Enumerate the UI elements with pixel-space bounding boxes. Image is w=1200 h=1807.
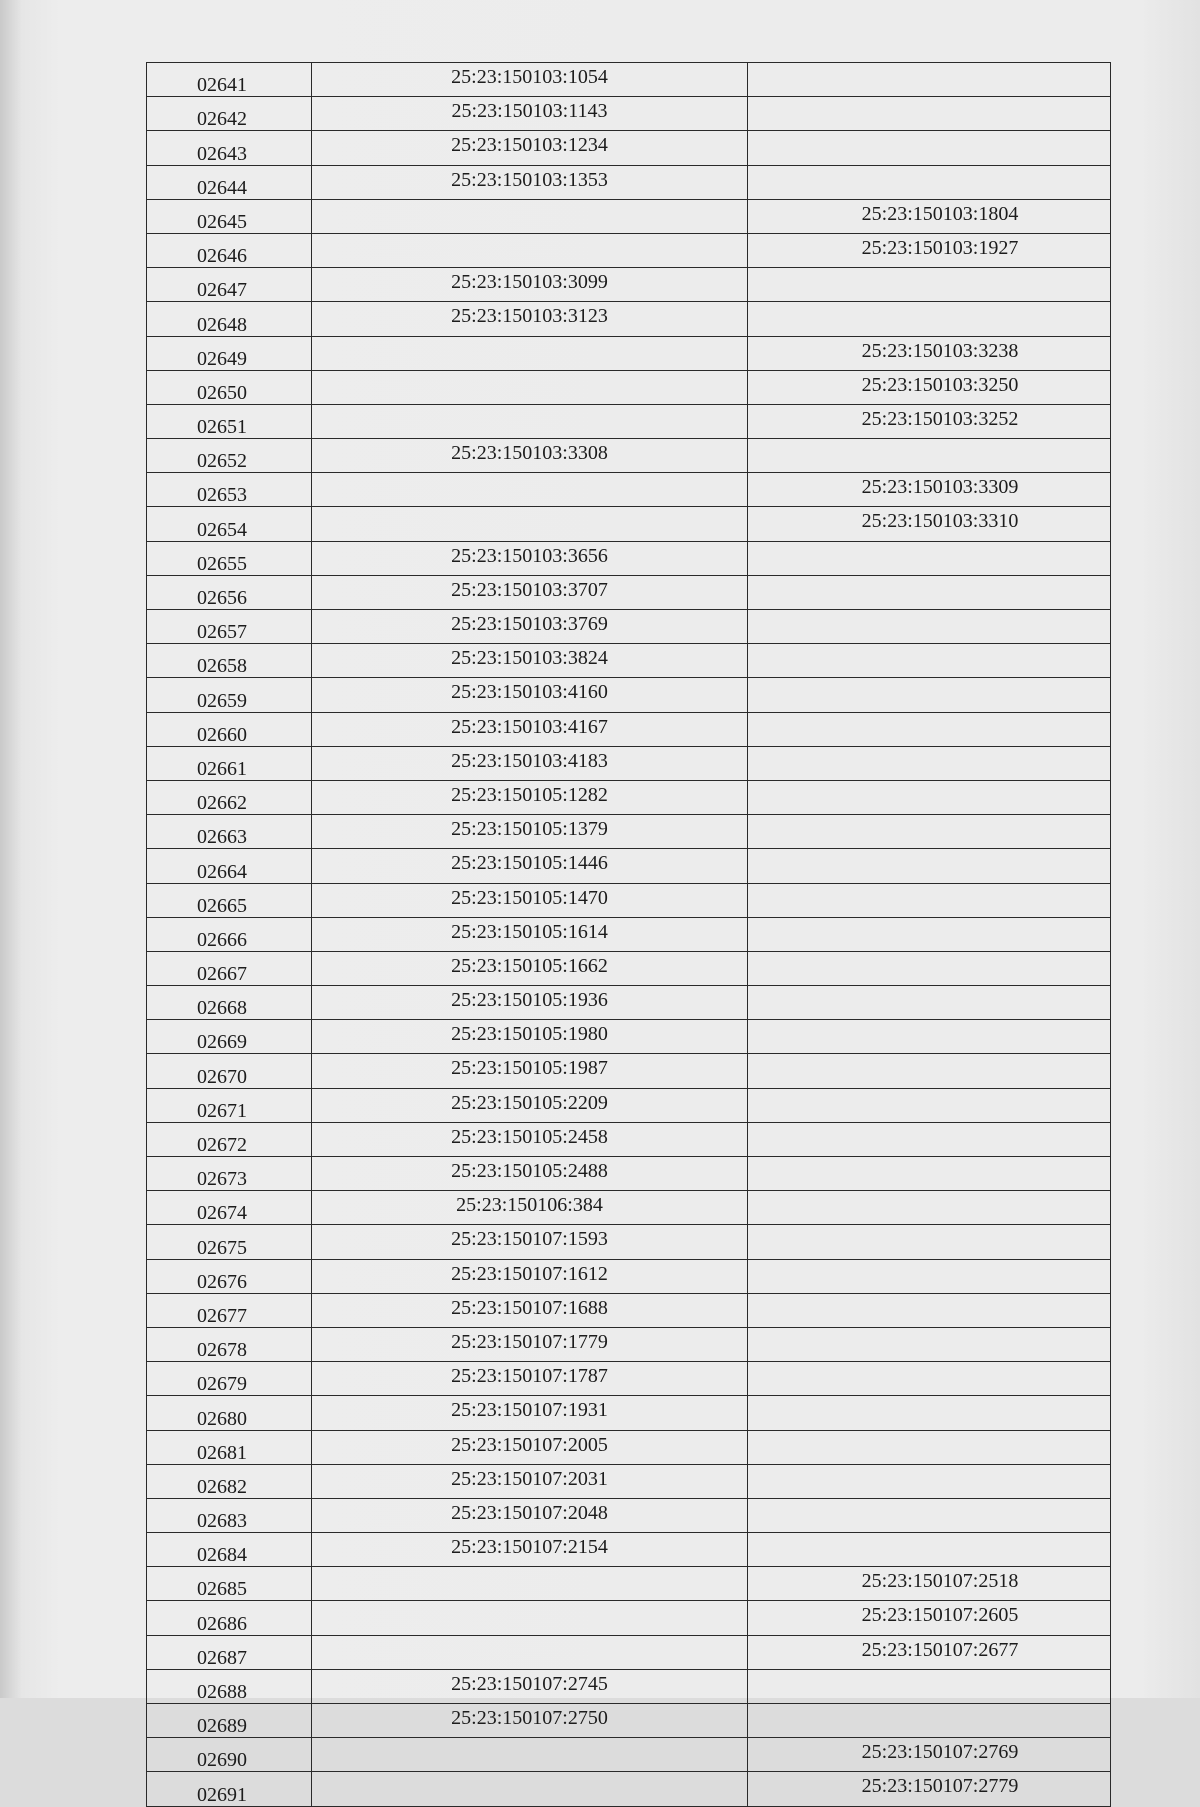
table-row <box>147 610 1111 644</box>
cadastral-number-alt-cell <box>748 951 1111 985</box>
table-row <box>147 746 1111 780</box>
cadastral-number-alt-cell <box>748 1704 1111 1738</box>
cadastral-number-alt-cell <box>748 1533 1111 1567</box>
cadastral-number-cell: 25:23:150103:4183 <box>312 746 748 780</box>
row-number-cell: 02669 <box>147 1020 312 1054</box>
row-number-cell: 02670 <box>147 1054 312 1088</box>
cadastral-number-alt-cell <box>748 439 1111 473</box>
cadastral-number-cell <box>312 1738 748 1772</box>
cadastral-number-alt-cell: 25:23:150103:3310 <box>748 507 1111 541</box>
table-row <box>147 1464 1111 1498</box>
table-row <box>147 917 1111 951</box>
row-number-cell: 02673 <box>147 1157 312 1191</box>
row-number-cell: 02680 <box>147 1396 312 1430</box>
row-number-cell: 02687 <box>147 1635 312 1669</box>
table-body <box>147 63 1111 1807</box>
table-row <box>147 1430 1111 1464</box>
cadastral-number-cell: 25:23:150107:1779 <box>312 1327 748 1361</box>
table-row <box>147 1396 1111 1430</box>
cadastral-number-cell: 25:23:150103:3308 <box>312 439 748 473</box>
cadastral-number-alt-cell <box>748 610 1111 644</box>
row-number-cell: 02650 <box>147 370 312 404</box>
cadastral-number-alt-cell: 25:23:150103:3238 <box>748 336 1111 370</box>
cadastral-number-alt-cell <box>748 678 1111 712</box>
cadastral-number-cell <box>312 199 748 233</box>
cadastral-number-cell: 25:23:150103:1054 <box>312 63 748 97</box>
row-number-cell: 02678 <box>147 1327 312 1361</box>
cadastral-number-alt-cell <box>748 1362 1111 1396</box>
table-row <box>147 883 1111 917</box>
cadastral-number-alt-cell: 25:23:150107:2677 <box>748 1635 1111 1669</box>
cadastral-number-alt-cell <box>748 815 1111 849</box>
row-number-cell: 02646 <box>147 233 312 267</box>
table-row <box>147 370 1111 404</box>
table-row <box>147 1327 1111 1361</box>
table-row <box>147 644 1111 678</box>
cadastral-number-cell: 25:23:150103:3123 <box>312 302 748 336</box>
row-number-cell: 02668 <box>147 986 312 1020</box>
cadastral-number-cell: 25:23:150107:2048 <box>312 1498 748 1532</box>
cadastral-number-cell: 25:23:150107:2005 <box>312 1430 748 1464</box>
cadastral-number-alt-cell <box>748 1464 1111 1498</box>
cadastral-number-cell: 25:23:150103:4160 <box>312 678 748 712</box>
cadastral-number-cell: 25:23:150103:1234 <box>312 131 748 165</box>
cadastral-number-cell: 25:23:150105:1936 <box>312 986 748 1020</box>
row-number-cell: 02658 <box>147 644 312 678</box>
table-row <box>147 165 1111 199</box>
row-number-cell: 02656 <box>147 575 312 609</box>
cadastral-number-cell <box>312 370 748 404</box>
table-row <box>147 780 1111 814</box>
cadastral-number-alt-cell <box>748 165 1111 199</box>
table-row <box>147 473 1111 507</box>
row-number-cell: 02648 <box>147 302 312 336</box>
table-row <box>147 849 1111 883</box>
cadastral-number-alt-cell <box>748 1396 1111 1430</box>
table-row <box>147 1669 1111 1703</box>
table-row <box>147 1635 1111 1669</box>
cadastral-number-alt-cell <box>748 917 1111 951</box>
table-row <box>147 1738 1111 1772</box>
cadastral-number-alt-cell <box>748 712 1111 746</box>
cadastral-number-alt-cell <box>748 97 1111 131</box>
cadastral-number-cell: 25:23:150107:1931 <box>312 1396 748 1430</box>
table-row <box>147 1122 1111 1156</box>
cadastral-number-cell: 25:23:150105:2458 <box>312 1122 748 1156</box>
row-number-cell: 02663 <box>147 815 312 849</box>
cadastral-number-alt-cell <box>748 746 1111 780</box>
cadastral-number-alt-cell: 25:23:150107:2769 <box>748 1738 1111 1772</box>
cadastral-number-cell: 25:23:150106:384 <box>312 1191 748 1225</box>
cadastral-number-cell: 25:23:150103:4167 <box>312 712 748 746</box>
cadastral-number-alt-cell <box>748 1259 1111 1293</box>
cadastral-number-cell: 25:23:150103:1143 <box>312 97 748 131</box>
row-number-cell: 02682 <box>147 1464 312 1498</box>
cadastral-number-alt-cell <box>748 1122 1111 1156</box>
row-number-cell: 02676 <box>147 1259 312 1293</box>
cadastral-number-cell: 25:23:150105:1446 <box>312 849 748 883</box>
cadastral-number-cell: 25:23:150107:2750 <box>312 1704 748 1738</box>
table-row <box>147 1567 1111 1601</box>
table-row <box>147 507 1111 541</box>
cadastral-number-alt-cell <box>748 63 1111 97</box>
cadastral-number-cell: 25:23:150105:1987 <box>312 1054 748 1088</box>
cadastral-number-cell: 25:23:150105:1379 <box>312 815 748 849</box>
table-row <box>147 404 1111 438</box>
table-row <box>147 1498 1111 1532</box>
table-row <box>147 575 1111 609</box>
row-number-cell: 02683 <box>147 1498 312 1532</box>
row-number-cell: 02641 <box>147 63 312 97</box>
table-row <box>147 1088 1111 1122</box>
row-number-cell: 02661 <box>147 746 312 780</box>
cadastral-number-cell <box>312 1601 748 1635</box>
cadastral-number-cell <box>312 1567 748 1601</box>
cadastral-number-alt-cell <box>748 1225 1111 1259</box>
row-number-cell: 02677 <box>147 1293 312 1327</box>
table-row <box>147 1293 1111 1327</box>
table-row <box>147 1259 1111 1293</box>
cadastral-number-cell: 25:23:150107:1593 <box>312 1225 748 1259</box>
cadastral-number-alt-cell <box>748 1669 1111 1703</box>
row-number-cell: 02652 <box>147 439 312 473</box>
cadastral-number-cell: 25:23:150107:2031 <box>312 1464 748 1498</box>
row-number-cell: 02665 <box>147 883 312 917</box>
table-row <box>147 1772 1111 1806</box>
row-number-cell: 02688 <box>147 1669 312 1703</box>
table-row <box>147 678 1111 712</box>
table-row <box>147 986 1111 1020</box>
row-number-cell: 02657 <box>147 610 312 644</box>
table-row <box>147 951 1111 985</box>
cadastral-number-alt-cell <box>748 268 1111 302</box>
cadastral-number-alt-cell: 25:23:150103:3252 <box>748 404 1111 438</box>
cadastral-number-alt-cell: 25:23:150103:1804 <box>748 199 1111 233</box>
cadastral-number-alt-cell <box>748 644 1111 678</box>
cadastral-number-cell: 25:23:150105:1282 <box>312 780 748 814</box>
row-number-cell: 02653 <box>147 473 312 507</box>
table-row <box>147 302 1111 336</box>
table-row <box>147 1533 1111 1567</box>
cadastral-number-cell: 25:23:150107:2154 <box>312 1533 748 1567</box>
cadastral-number-cell: 25:23:150107:1787 <box>312 1362 748 1396</box>
cadastral-number-cell <box>312 1635 748 1669</box>
cadastral-number-cell <box>312 233 748 267</box>
row-number-cell: 02649 <box>147 336 312 370</box>
cadastral-number-alt-cell <box>748 302 1111 336</box>
row-number-cell: 02671 <box>147 1088 312 1122</box>
table-row <box>147 199 1111 233</box>
cadastral-number-cell: 25:23:150105:2209 <box>312 1088 748 1122</box>
cadastral-number-alt-cell: 25:23:150107:2779 <box>748 1772 1111 1806</box>
cadastral-number-cell: 25:23:150105:2488 <box>312 1157 748 1191</box>
row-number-cell: 02662 <box>147 780 312 814</box>
cadastral-number-alt-cell <box>748 1430 1111 1464</box>
cadastral-number-alt-cell <box>748 1157 1111 1191</box>
table-row <box>147 131 1111 165</box>
row-number-cell: 02651 <box>147 404 312 438</box>
cadastral-number-cell: 25:23:150103:3824 <box>312 644 748 678</box>
cadastral-number-cell: 25:23:150103:3656 <box>312 541 748 575</box>
row-number-cell: 02643 <box>147 131 312 165</box>
cadastral-number-alt-cell <box>748 780 1111 814</box>
cadastral-table <box>146 62 1111 1807</box>
row-number-cell: 02691 <box>147 1772 312 1806</box>
cadastral-number-alt-cell <box>748 849 1111 883</box>
table-row <box>147 1362 1111 1396</box>
table-row <box>147 63 1111 97</box>
row-number-cell: 02679 <box>147 1362 312 1396</box>
table-row <box>147 1704 1111 1738</box>
row-number-cell: 02667 <box>147 951 312 985</box>
cadastral-number-alt-cell: 25:23:150107:2518 <box>748 1567 1111 1601</box>
row-number-cell: 02666 <box>147 917 312 951</box>
cadastral-number-alt-cell <box>748 575 1111 609</box>
table-row <box>147 1601 1111 1635</box>
cadastral-number-alt-cell <box>748 1088 1111 1122</box>
cadastral-number-cell: 25:23:150103:3707 <box>312 575 748 609</box>
cadastral-number-alt-cell <box>748 1020 1111 1054</box>
cadastral-number-alt-cell <box>748 986 1111 1020</box>
row-number-cell: 02655 <box>147 541 312 575</box>
row-number-cell: 02690 <box>147 1738 312 1772</box>
row-number-cell: 02672 <box>147 1122 312 1156</box>
row-number-cell: 02659 <box>147 678 312 712</box>
table-row <box>147 712 1111 746</box>
row-number-cell: 02660 <box>147 712 312 746</box>
row-number-cell: 02685 <box>147 1567 312 1601</box>
row-number-cell: 02684 <box>147 1533 312 1567</box>
table-row <box>147 1157 1111 1191</box>
cadastral-number-cell: 25:23:150103:3769 <box>312 610 748 644</box>
cadastral-number-cell: 25:23:150107:1612 <box>312 1259 748 1293</box>
cadastral-number-alt-cell <box>748 883 1111 917</box>
cadastral-number-cell <box>312 473 748 507</box>
cadastral-number-cell <box>312 507 748 541</box>
cadastral-number-alt-cell <box>748 1054 1111 1088</box>
cadastral-number-cell <box>312 404 748 438</box>
table-row <box>147 97 1111 131</box>
row-number-cell: 02681 <box>147 1430 312 1464</box>
row-number-cell: 02642 <box>147 97 312 131</box>
cadastral-number-alt-cell: 25:23:150103:1927 <box>748 233 1111 267</box>
table-row <box>147 233 1111 267</box>
cadastral-number-cell: 25:23:150105:1470 <box>312 883 748 917</box>
cadastral-number-cell: 25:23:150105:1662 <box>312 951 748 985</box>
table-row <box>147 1225 1111 1259</box>
table-row <box>147 336 1111 370</box>
row-number-cell: 02654 <box>147 507 312 541</box>
cadastral-number-alt-cell <box>748 1498 1111 1532</box>
cadastral-number-cell: 25:23:150103:3099 <box>312 268 748 302</box>
table-row <box>147 1054 1111 1088</box>
row-number-cell: 02674 <box>147 1191 312 1225</box>
row-number-cell: 02647 <box>147 268 312 302</box>
cadastral-number-alt-cell <box>748 1191 1111 1225</box>
table-row <box>147 439 1111 473</box>
table-row <box>147 268 1111 302</box>
row-number-cell: 02689 <box>147 1704 312 1738</box>
table-row <box>147 541 1111 575</box>
cadastral-number-alt-cell: 25:23:150103:3309 <box>748 473 1111 507</box>
cadastral-number-cell: 25:23:150107:1688 <box>312 1293 748 1327</box>
cadastral-number-cell: 25:23:150107:2745 <box>312 1669 748 1703</box>
table-row <box>147 1020 1111 1054</box>
cadastral-number-cell: 25:23:150103:1353 <box>312 165 748 199</box>
row-number-cell: 02675 <box>147 1225 312 1259</box>
cadastral-number-cell: 25:23:150105:1980 <box>312 1020 748 1054</box>
cadastral-number-alt-cell <box>748 541 1111 575</box>
cadastral-number-alt-cell: 25:23:150107:2605 <box>748 1601 1111 1635</box>
cadastral-number-alt-cell <box>748 131 1111 165</box>
cadastral-number-alt-cell <box>748 1327 1111 1361</box>
row-number-cell: 02664 <box>147 849 312 883</box>
row-number-cell: 02644 <box>147 165 312 199</box>
row-number-cell: 02686 <box>147 1601 312 1635</box>
table-row <box>147 815 1111 849</box>
table-row <box>147 1191 1111 1225</box>
cadastral-number-alt-cell <box>748 1293 1111 1327</box>
cadastral-number-cell <box>312 1772 748 1806</box>
cadastral-number-cell: 25:23:150105:1614 <box>312 917 748 951</box>
row-number-cell: 02645 <box>147 199 312 233</box>
cadastral-number-cell <box>312 336 748 370</box>
cadastral-number-alt-cell: 25:23:150103:3250 <box>748 370 1111 404</box>
